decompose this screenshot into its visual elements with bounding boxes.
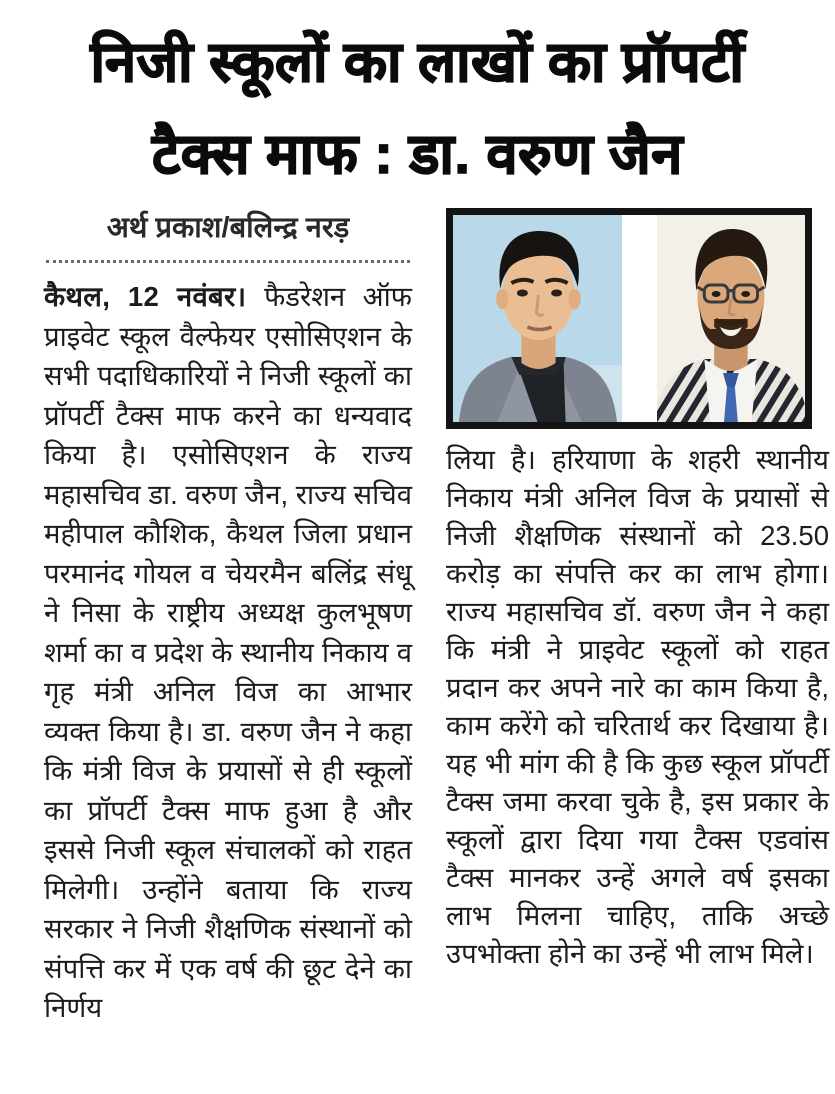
article-text-left — [44, 277, 412, 1028]
headline-line-1: निजी स्कूलों का लाखों का प्रॉपर्टी — [90, 30, 745, 93]
headline-line-2: टैक्स माफ : डा. वरुण जैन — [152, 122, 683, 185]
dateline: कैथल, 12 नवंबर। — [44, 281, 265, 312]
byline-separator — [46, 260, 410, 263]
photo-right-man — [657, 215, 805, 422]
byline: अर्थ प्रकाश/बलिन्द्र नरड़ — [106, 212, 350, 244]
article-left-body: फैडरेशन ऑफ प्राइवेट स्कूल वैल्फेयर एसोसिएशन के सभी पदाधिकारियों ने निजी स्कूलों का प्रॉपर्टी टैक्स माफ करने का धन्यवाद किया है। एसोसिएशन के राज्य महासचिव डा. वरुण जैन, राज्य सचिव महीपाल कौशिक, कैथल जिला प्रधान परमानंद गोयल व चेयरमैन बलिंद्र संधू ने निसा के राष्ट्रीय अध्यक्ष कुलभूषण शर्मा का व प्रदेश के स्थानीय निकाय व गृह मंत्री अनिल विज का आभार व्यक्त किया है। डा. वरुण जैन ने कहा कि मंत्री विज के प्रयासों से ही स्कूलों का प्रॉपर्टी टैक्स माफ हुआ है और इससे निजी स्कूल संचालकों को राहत मिलेगी। उन्होंने बताया कि राज्य सरकार ने निजी शैक्षणिक संस्थानों को संपत्ति कर में एक वर्ष की छूट देने का निर्णय — [44, 281, 412, 1023]
left-column — [44, 206, 412, 1028]
article-columns — [0, 206, 835, 1028]
article-text-right: लिया है। हरियाणा के शहरी स्थानीय निकाय मंत्री अनिल विज के प्रयासों से निजी शैक्षणिक संस्थानों को 23.50 करोड़ का संपत्ति कर का लाभ होगा। राज्य महासचिव डॉ. वरुण जैन ने कहा कि मंत्री ने प्राइवेट स्कूलों को राहत प्रदान कर अपने नारे का काम किया है, काम करेंगे को चरितार्थ कर दिखाया है। यह भी मांग की है कि कुछ स्कूल प्रॉपर्टी टैक्स जमा करवा चुके है, इस प्रकार के स्कूलों द्वारा दिया गया टैक्स एडवांस टैक्स मानकर उन्हें अगले वर्ष इसका लाभ मिलना चाहिए, ताकि अच्छे उपभोक्ता होने का उन्हें भी लाभ मिले। — [446, 444, 829, 969]
photo-two-men — [446, 208, 812, 429]
photo-left-man — [453, 215, 622, 422]
right-column — [446, 206, 829, 1028]
photo-gap — [622, 215, 657, 422]
headline — [0, 0, 835, 200]
